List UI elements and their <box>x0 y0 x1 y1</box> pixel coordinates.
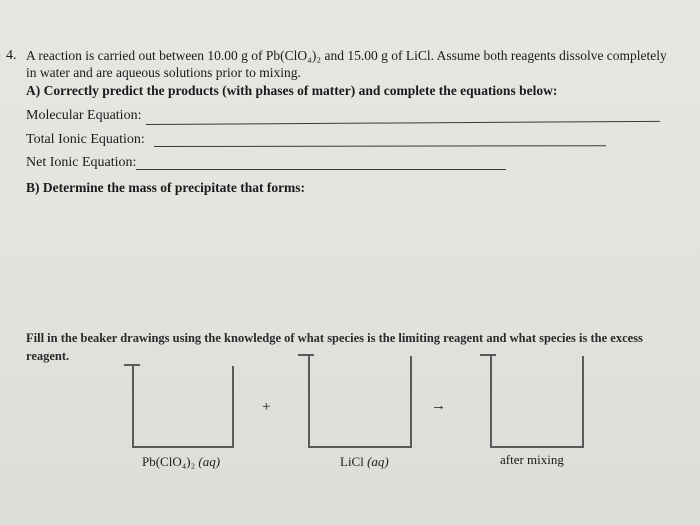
beaker-lip <box>480 354 496 356</box>
part-b-prompt: B) Determine the mass of precipitate that forms: <box>26 180 306 195</box>
beaker-instruction-line1: Fill in the beaker drawings using the knowledge of what species is the limiting reagent and what species is the excess <box>26 331 643 345</box>
part-a-prompt: A) Correctly predict the products (with phases of matter) and complete the equations below: <box>26 83 558 98</box>
beaker-lip <box>124 364 140 366</box>
beaker-label-phase: (aq) <box>198 454 221 469</box>
question-number: 4. <box>6 48 17 63</box>
beaker-label-text: after mixing <box>500 452 564 467</box>
beaker-label-formula: LiCl <box>340 454 364 469</box>
beaker-label-pb-clo4 <box>142 454 220 470</box>
molecular-equation-blank[interactable] <box>146 121 660 125</box>
reaction-arrow: → <box>431 398 446 414</box>
beaker-instruction-line2: reagent. <box>26 349 70 363</box>
molecular-equation-label: Molecular Equation: <box>26 108 142 123</box>
beaker-pb-clo4[interactable] <box>132 366 234 448</box>
net-ionic-equation-label: Net Ionic Equation: <box>26 155 137 170</box>
beaker-label-phase: (aq) <box>367 454 389 469</box>
beaker-label-after-mixing <box>500 452 564 468</box>
question-intro-line2: in water and are aqueous solutions prior to mixing. <box>26 65 301 80</box>
total-ionic-equation-label: Total Ionic Equation: <box>26 132 145 147</box>
net-ionic-equation-blank[interactable] <box>136 169 506 170</box>
beaker-after-mixing[interactable] <box>490 356 584 448</box>
question-intro-line1: A reaction is carried out between 10.00 g of Pb(ClO₄)₂ and 15.00 g of LiCl. Assume both reagents dissolve completely <box>26 48 667 63</box>
beaker-lip <box>298 354 314 356</box>
total-ionic-equation-blank[interactable] <box>154 145 606 147</box>
beaker-label-formula: Pb(ClO₄)₂ <box>142 454 196 469</box>
beaker-label-licl <box>340 454 389 470</box>
beaker-licl[interactable] <box>308 356 412 448</box>
plus-sign: + <box>262 399 271 415</box>
